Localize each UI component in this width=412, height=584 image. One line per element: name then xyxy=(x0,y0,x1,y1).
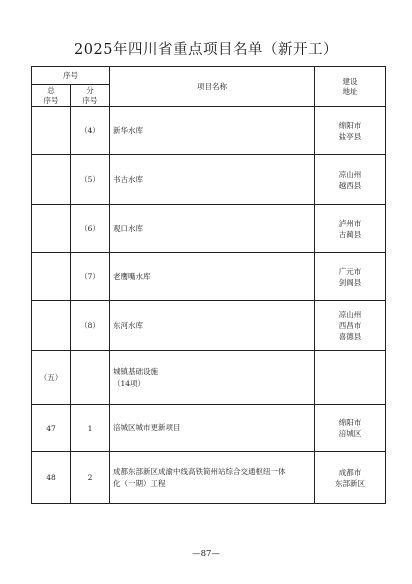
table-row xyxy=(32,301,386,351)
project-name-cell: 东河水库 xyxy=(110,301,315,351)
total-seq-cell: （五） xyxy=(32,351,71,405)
location-cell xyxy=(315,351,386,405)
location-cell: 广元市 剑阁县 xyxy=(315,253,386,301)
total-seq-cell: 48 xyxy=(32,452,71,504)
total-seq-cell xyxy=(32,301,71,351)
location-cell: 凉山州 西昌市 喜德县 xyxy=(315,301,386,351)
project-name-cell: 新华水库 xyxy=(110,107,315,155)
sub-seq-cell: 2 xyxy=(71,452,110,504)
header-project-name: 项目名称 xyxy=(110,67,315,107)
sub-seq-cell: 1 xyxy=(71,405,110,452)
total-seq-cell: 47 xyxy=(32,405,71,452)
table-row xyxy=(32,405,386,452)
location-cell: 成都市 东部新区 xyxy=(315,452,386,504)
table-row xyxy=(32,107,386,155)
location-cell: 绵阳市 盐亭县 xyxy=(315,107,386,155)
table-row xyxy=(32,253,386,301)
sub-seq-cell: （5） xyxy=(71,155,110,205)
total-seq-cell xyxy=(32,107,71,155)
section-name-cell: 城镇基础设施 （14项） xyxy=(110,351,315,405)
project-name-cell: 涪城区城市更新项目 xyxy=(110,405,315,452)
sub-seq-cell: （8） xyxy=(71,301,110,351)
location-cell: 绵阳市 涪城区 xyxy=(315,405,386,452)
header-total-seq: 总 序号 xyxy=(32,85,71,107)
page-title: 2025年四川省重点项目名单（新开工） xyxy=(74,42,338,58)
total-seq-cell xyxy=(32,253,71,301)
header-row-top xyxy=(32,67,386,85)
project-name-cell: 观口水库 xyxy=(110,205,315,253)
section-row xyxy=(32,351,386,405)
total-seq-cell xyxy=(32,155,71,205)
sub-seq-cell: （7） xyxy=(71,253,110,301)
sub-seq-cell: （6） xyxy=(71,205,110,253)
table-row xyxy=(32,205,386,253)
project-name-cell: 老鹰嘴水库 xyxy=(110,253,315,301)
page-number: —87— xyxy=(192,549,220,559)
header-location: 建设 地址 xyxy=(315,67,386,107)
total-seq-cell xyxy=(32,205,71,253)
header-sub-seq: 分 序号 xyxy=(71,85,110,107)
project-name-cell: 成都东部新区成渝中线高铁简州站综合交通枢纽一体 化（一期）工程 xyxy=(110,452,315,504)
sub-seq-cell xyxy=(71,351,110,405)
table-row xyxy=(32,155,386,205)
project-table xyxy=(31,66,386,504)
sub-seq-cell: （4） xyxy=(71,107,110,155)
header-seq: 序号 xyxy=(32,67,110,85)
project-name-cell: 书古水库 xyxy=(110,155,315,205)
location-cell: 泸州市 古蔺县 xyxy=(315,205,386,253)
table-row xyxy=(32,452,386,504)
location-cell: 凉山州 越西县 xyxy=(315,155,386,205)
